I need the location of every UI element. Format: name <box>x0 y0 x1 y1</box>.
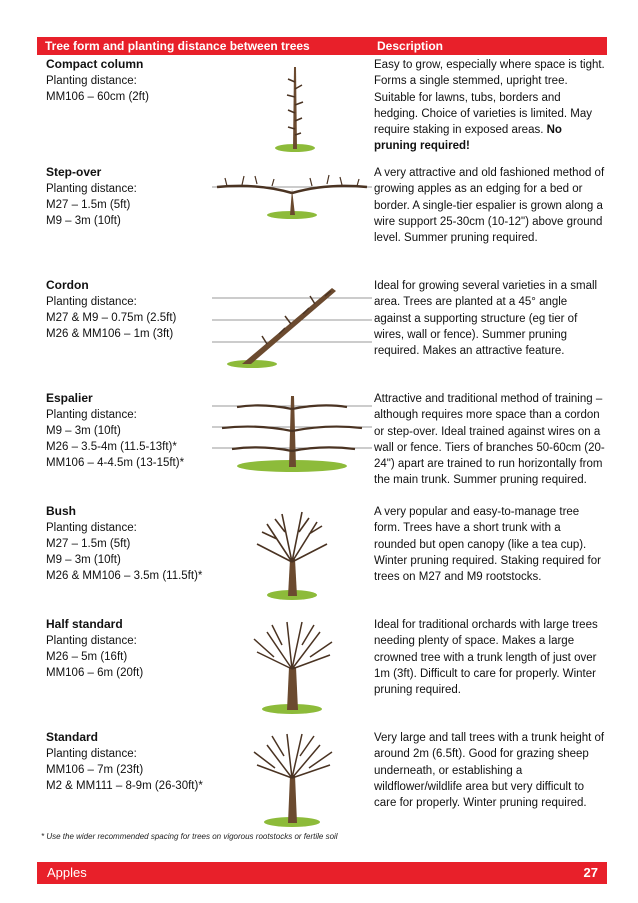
espalier-tree-icon <box>207 391 377 476</box>
table-row <box>37 617 607 727</box>
bush-tree-icon <box>247 504 337 604</box>
standard-tree-icon <box>242 730 342 830</box>
planting-distance-label: Planting distance: <box>46 409 137 421</box>
tree-description: Ideal for traditional orchards with large trees needing plenty of space. Makes a large crowned tree with a trunk length of just over 1m (3ft). Difficult to care for properly. Winter pruning required. <box>374 619 598 697</box>
planting-distance-label: Planting distance: <box>46 748 137 760</box>
planting-distance-label: Planting distance: <box>46 635 137 647</box>
tree-description: Easy to grow, especially where space is tight. Forms a single stemmed, upright tree. Suitable for lawns, tubs, borders and hedging. Choice of varieties is limited. May require staking in exposed areas. No pruning required! <box>374 59 605 153</box>
planting-distance-value: MM106 – 7m (23ft) <box>46 764 144 776</box>
tree-form-name: Standard <box>46 730 99 744</box>
planting-distance-value: M27 & M9 – 0.75m (2.5ft) <box>46 312 177 324</box>
planting-distance-label: Planting distance: <box>46 183 137 195</box>
table-header <box>37 37 607 55</box>
half-standard-tree-icon <box>242 617 342 717</box>
planting-distance-label: Planting distance: <box>46 296 137 308</box>
tree-form-name: Espalier <box>46 391 93 405</box>
planting-distance-value: M26 – 5m (16ft) <box>46 651 128 663</box>
step-over-tree-icon <box>207 165 377 225</box>
planting-distance-value: M2 & MM111 – 8-9m (26-30ft)* <box>46 780 203 792</box>
tree-description: A very popular and easy-to-manage tree form. Trees have a short trunk with a rounded but open canopy (like a tea cup). Winter pruning required. Staking required for trees on M27 and M9 rootstocks. <box>374 506 601 584</box>
planting-distance-value: M26 & MM106 – 3.5m (11.5ft)* <box>46 570 203 582</box>
page-footer <box>37 862 607 884</box>
tree-form-name: Cordon <box>46 278 89 292</box>
planting-distance-value: M26 – 3.5-4m (11.5-13ft)* <box>46 441 177 453</box>
table-row <box>37 730 607 830</box>
tree-form-name: Step-over <box>46 165 102 179</box>
table-row <box>37 165 607 265</box>
table-row <box>37 504 607 614</box>
header-tree-form: Tree form and planting distance between trees <box>45 39 310 53</box>
planting-distance-value: M9 – 3m (10ft) <box>46 215 121 227</box>
tree-description: Attractive and traditional method of training – although requires more space than a cordon or step-over. Ideal trained against wires on a wall or fence. Tiers of branches 50-60cm (20-24") apart are trained to run horizontally from the main trunk. Summer pruning required. <box>374 393 605 487</box>
footnote: * Use the wider recommended spacing for trees on vigorous rootstocks or fertile soil <box>41 832 338 841</box>
cordon-tree-icon <box>207 278 377 373</box>
compact-column-tree-icon <box>255 57 335 157</box>
page-number: 27 <box>583 865 598 880</box>
planting-distance-value: M27 – 1.5m (5ft) <box>46 199 131 211</box>
planting-distance-value: M27 – 1.5m (5ft) <box>46 538 131 550</box>
tree-form-name: Half standard <box>46 617 123 631</box>
tree-description: A very attractive and old fashioned method of growing apples as an edging for a bed or border. A single-tier espalier is grown along a wire support 25-30cm (10-12") above ground level. Summer pruning required. <box>374 167 605 245</box>
tree-description: Ideal for growing several varieties in a small area. Trees are planted at a 45° angle against a supporting structure (eg tier of wires, wall or fence). Summer pruning required. Makes an attractive feature. <box>374 280 598 358</box>
planting-distance-value: M26 & MM106 – 1m (3ft) <box>46 328 174 340</box>
header-description: Description <box>377 39 444 53</box>
planting-distance-value: M9 – 3m (10ft) <box>46 554 121 566</box>
tree-form-name: Compact column <box>46 57 144 71</box>
planting-distance-label: Planting distance: <box>46 522 137 534</box>
section-title: Apples <box>47 865 87 880</box>
planting-distance-value: MM106 – 6m (20ft) <box>46 667 144 679</box>
table-row <box>37 391 607 501</box>
planting-distance-value: MM106 – 4-4.5m (13-15ft)* <box>46 457 185 469</box>
planting-distance-value: MM106 – 60cm (2ft) <box>46 91 149 103</box>
tree-description-emphasis: No pruning required! <box>374 124 562 153</box>
table-row <box>37 278 607 378</box>
table-row <box>37 57 607 167</box>
planting-distance-label: Planting distance: <box>46 75 137 87</box>
tree-form-name: Bush <box>46 504 76 518</box>
planting-distance-value: M9 – 3m (10ft) <box>46 425 121 437</box>
tree-description: Very large and tall trees with a trunk height of around 2m (6.5ft). Good for grazing sheep underneath, or establishing a wildflower/wildlife area but very difficult to care for properly. Winter pruning required. <box>374 732 605 810</box>
